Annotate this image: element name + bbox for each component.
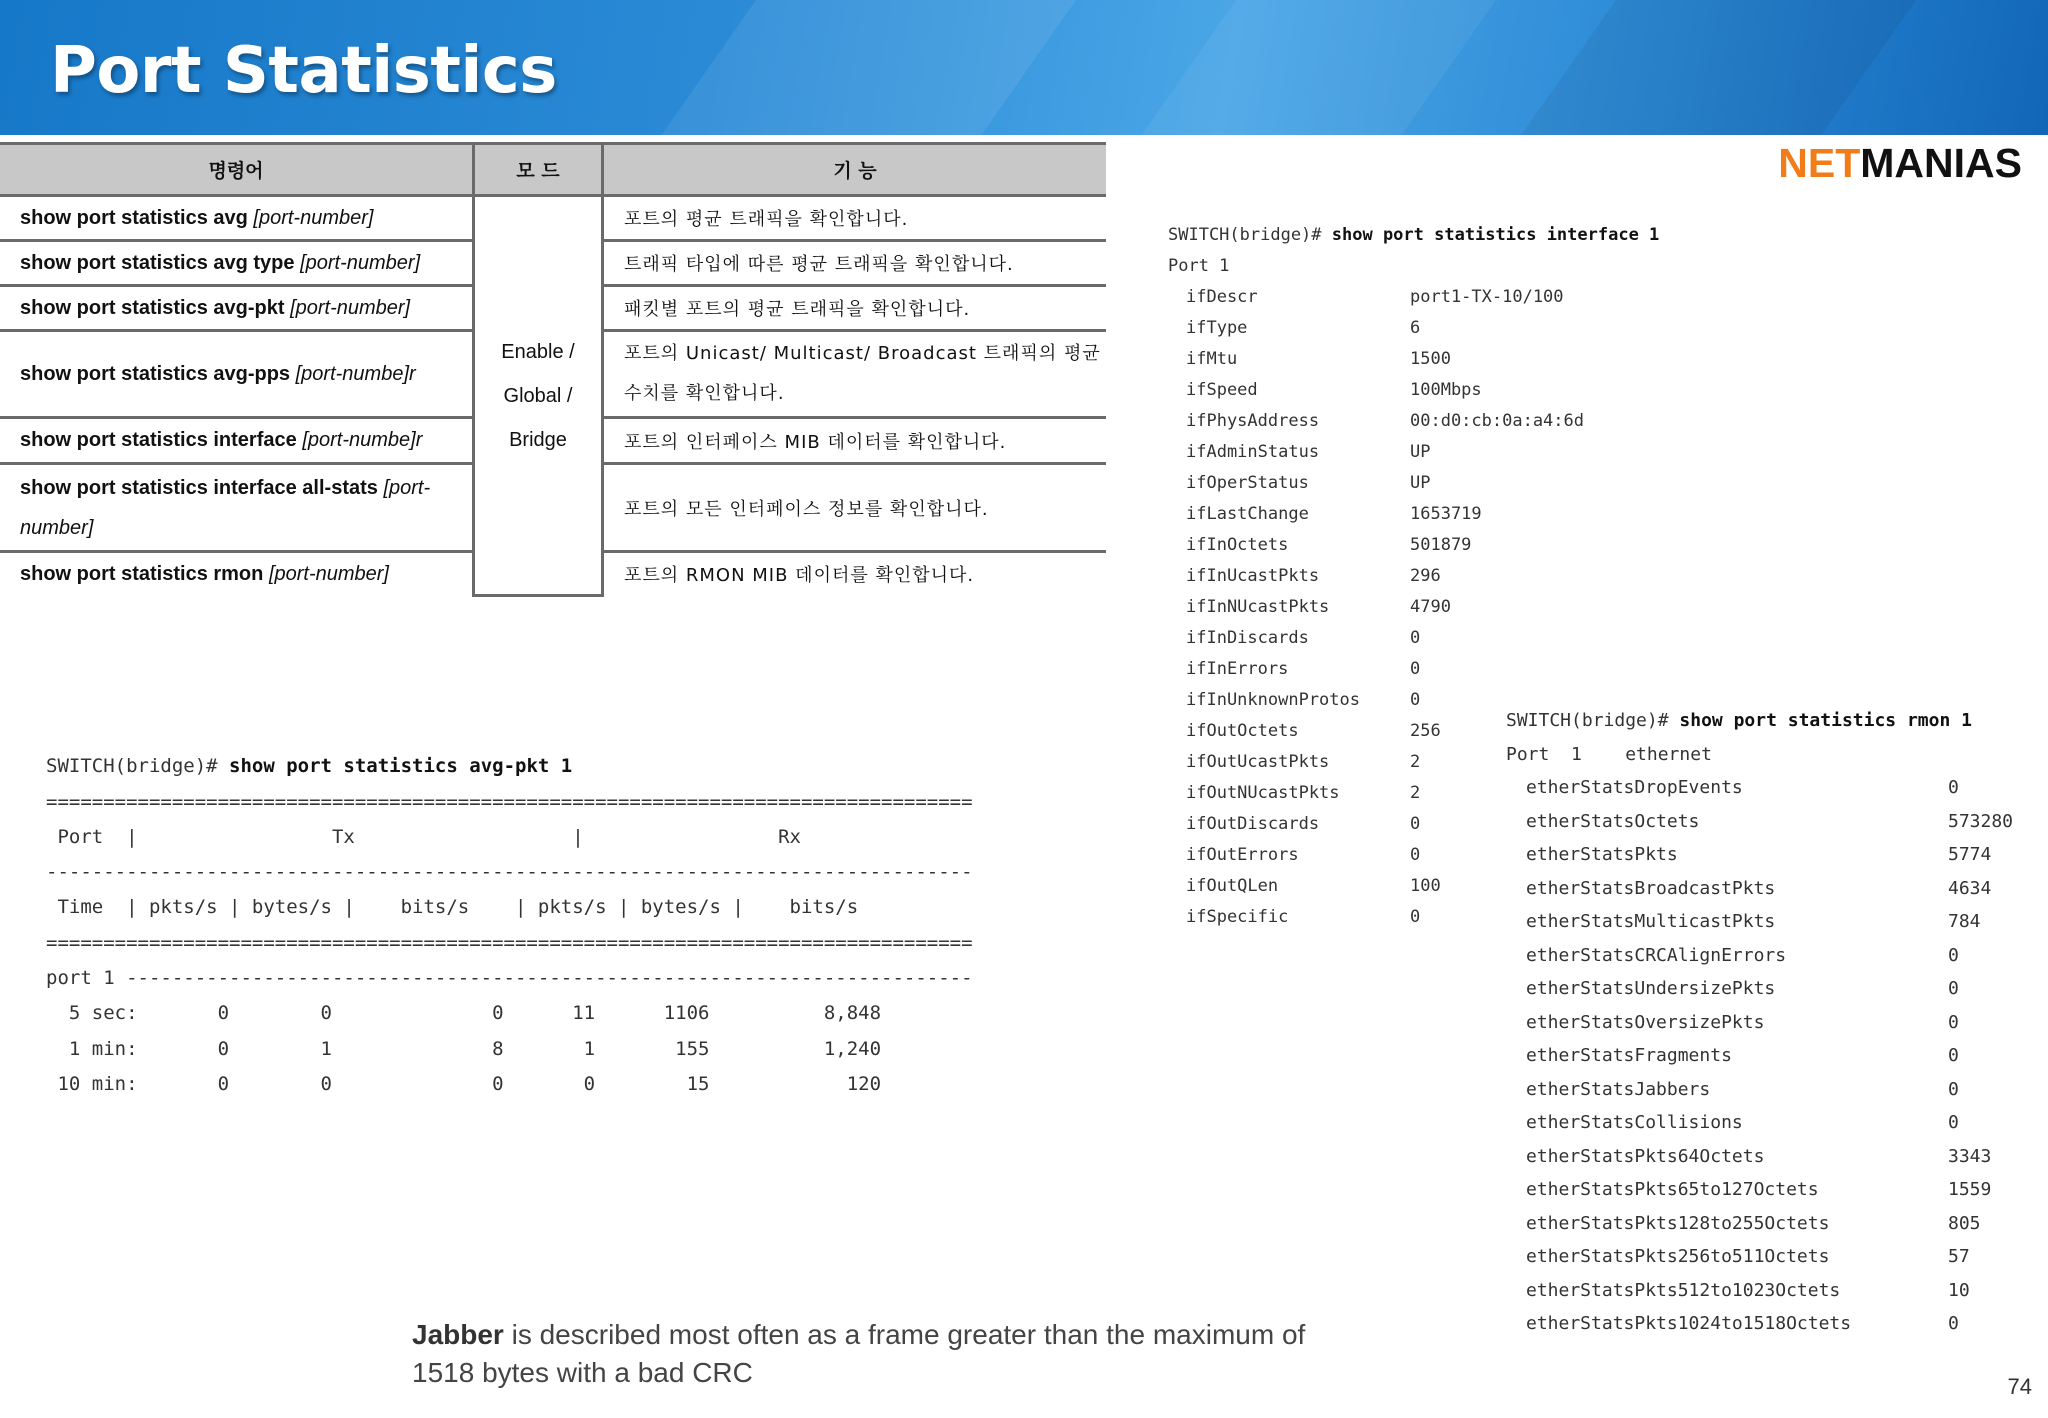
command-cell: [0, 464, 474, 552]
stat-value: 57: [1948, 1246, 1970, 1267]
stat-value: 100: [1410, 876, 1441, 896]
mode-line: Global /: [503, 384, 573, 407]
stat-row: [1168, 406, 1659, 437]
stat-value: UP: [1410, 473, 1431, 493]
stat-key: etherStatsPkts512to1023Octets: [1526, 1279, 1841, 1301]
header-mode: 모 드: [474, 144, 603, 196]
cli-output-line: port 1 --------------------------------------------------------------------------: [46, 967, 973, 990]
stat-key: ifInUcastPkts: [1186, 566, 1320, 586]
stat-value: UP: [1410, 442, 1431, 462]
stat-row: [1506, 872, 2013, 906]
cli-command: show port statistics rmon 1: [1679, 710, 1972, 731]
description-cell: 패킷별 포트의 평균 트래픽을 확인합니다.: [603, 286, 1107, 331]
command-cell: [0, 331, 474, 418]
stat-key: ifInErrors: [1186, 659, 1289, 679]
command-text: show port statistics avg: [20, 206, 248, 229]
stat-value: 2: [1410, 783, 1421, 803]
cli-output-line: =================================================================================: [46, 931, 973, 954]
cli-prompt: SWITCH(bridge)#: [1506, 710, 1680, 731]
stat-value: 3343: [1948, 1145, 1992, 1167]
stat-value: 0: [1410, 814, 1421, 834]
stat-key: ifOutUcastPkts: [1186, 752, 1330, 772]
slide-title: Port Statistics: [50, 34, 557, 108]
stat-key: ifMtu: [1186, 349, 1238, 369]
stat-key: etherStatsPkts: [1526, 844, 1678, 865]
stat-value: 1653719: [1410, 504, 1482, 524]
stat-key: ifInDiscards: [1186, 628, 1309, 648]
avg-pkt-output: [46, 714, 973, 1138]
stat-value: 6: [1410, 318, 1421, 338]
stat-row: [1506, 805, 2013, 839]
command-arg: [port-number]: [300, 251, 421, 274]
stat-row: [1168, 344, 1659, 375]
cli-command-line: [46, 749, 973, 784]
cli-output-line: 5 sec: 0 0 0 11 1106 8,848: [46, 1002, 882, 1025]
cli-output-line: 1 min: 0 1 8 1 155 1,240: [46, 1037, 882, 1060]
command-arg: [port-numbe]r: [295, 362, 416, 385]
cli-command: show port statistics interface 1: [1331, 225, 1660, 245]
stat-value: 256: [1410, 721, 1441, 741]
stat-value: 1559: [1948, 1179, 1992, 1200]
command-arg: [port-number]: [268, 562, 389, 585]
header-command: 명령어: [0, 144, 474, 196]
stat-row: [1506, 1039, 2013, 1073]
command-arg: [port-number]: [253, 206, 374, 229]
cli-prompt: SWITCH(bridge)#: [1168, 225, 1332, 245]
stat-value: 2: [1410, 752, 1421, 772]
cli-command: show port statistics avg-pkt 1: [229, 755, 573, 778]
jabber-note: [412, 1316, 1312, 1392]
stat-value: 0: [1948, 1011, 1959, 1033]
cli-prompt: SWITCH(bridge)#: [46, 755, 230, 778]
netmanias-logo: [1778, 140, 2022, 187]
cli-output-line: =================================================================================: [46, 790, 973, 813]
stat-value: 1500: [1410, 349, 1451, 369]
stat-key: etherStatsPkts128to255Octets: [1526, 1212, 1830, 1234]
stat-value: 805: [1948, 1212, 1981, 1234]
stat-key: etherStatsPkts256to511Octets: [1526, 1246, 1830, 1267]
stat-key: etherStatsBroadcastPkts: [1526, 877, 1776, 899]
port-line: Port 1: [1168, 256, 1230, 276]
description-cell: 포트의 평균 트래픽을 확인합니다.: [603, 196, 1107, 241]
command-arg: [port-number]: [290, 296, 411, 319]
stat-row: [1506, 939, 2013, 973]
stat-key: ifOperStatus: [1186, 473, 1309, 493]
note-text: is described most often as a frame greater than the maximum of 1518 bytes with a bad CRC: [412, 1319, 1306, 1388]
description-cell: 포트의 인터페이스 MIB 데이터를 확인합니다.: [603, 418, 1107, 464]
stat-value: 4790: [1410, 597, 1451, 617]
header-decoration: [1110, 0, 1510, 135]
stat-row: [1168, 654, 1659, 685]
rmon-output: [1506, 704, 2013, 1341]
stat-value: 501879: [1410, 535, 1472, 555]
stat-key: etherStatsCRCAlignErrors: [1526, 944, 1787, 966]
command-cell: [0, 196, 474, 241]
stat-key: ifOutOctets: [1186, 721, 1299, 741]
command-text: show port statistics avg-pps: [20, 362, 291, 385]
cli-output-line: Port | Tx | Rx: [46, 825, 801, 848]
stat-value: 784: [1948, 911, 1981, 932]
stat-row: [1506, 1006, 2013, 1040]
stat-key: etherStatsPkts64Octets: [1526, 1145, 1765, 1167]
slide-header: [0, 0, 2048, 135]
description-cell: 포트의 Unicast/ Multicast/ Broadcast 트래픽의 평균 수치를 확인합니다.: [603, 331, 1107, 418]
logo-net: NET: [1778, 140, 1861, 186]
stat-value: 10: [1948, 1279, 1970, 1301]
cli-output-line: ---------------------------------------------------------------------------------: [46, 861, 973, 884]
stat-value: 100Mbps: [1410, 380, 1482, 400]
stat-key: ifAdminStatus: [1186, 442, 1320, 462]
stat-row: [1168, 375, 1659, 406]
stat-row: [1168, 561, 1659, 592]
stat-row: [1506, 972, 2013, 1006]
stat-key: ifOutDiscards: [1186, 814, 1320, 834]
mode-line: Enable /: [501, 340, 575, 363]
stat-key: etherStatsPkts1024to1518Octets: [1526, 1313, 1852, 1334]
header-decoration: [1490, 0, 1930, 135]
stat-key: ifOutQLen: [1186, 876, 1279, 896]
stat-key: ifOutNUcastPkts: [1186, 783, 1340, 803]
description-cell: 포트의 모든 인터페이스 정보를 확인합니다.: [603, 464, 1107, 552]
stat-key: ifLastChange: [1186, 504, 1309, 524]
cli-command-line: [1168, 220, 1659, 251]
stat-key: ifDescr: [1186, 287, 1258, 307]
command-text: show port statistics rmon: [20, 562, 264, 585]
stat-key: etherStatsOctets: [1526, 810, 1700, 832]
command-cell: [0, 418, 474, 464]
command-text: show port statistics avg type: [20, 251, 295, 274]
stat-value: 0: [1948, 944, 1959, 966]
stat-key: etherStatsPkts65to127Octets: [1526, 1179, 1819, 1200]
stat-value: 00:d0:cb:0a:a4:6d: [1410, 411, 1584, 431]
command-text: show port statistics interface all-stats: [20, 476, 378, 499]
stat-row: [1506, 838, 2013, 872]
command-arg: [port-number]: [20, 476, 431, 539]
description-cell: 트래픽 타입에 따른 평균 트래픽을 확인합니다.: [603, 241, 1107, 286]
stat-row: [1168, 437, 1659, 468]
stat-row: [1506, 1073, 2013, 1107]
stat-key: ifPhysAddress: [1186, 411, 1320, 431]
stat-value: 296: [1410, 566, 1441, 586]
table-header-row: [0, 144, 1106, 196]
stat-key: etherStatsOversizePkts: [1526, 1011, 1765, 1033]
stat-value: 0: [1410, 907, 1421, 927]
stat-key: etherStatsJabbers: [1526, 1078, 1711, 1100]
stat-key: etherStatsMulticastPkts: [1526, 911, 1776, 932]
stat-key: etherStatsFragments: [1526, 1045, 1732, 1066]
stat-value: 0: [1948, 777, 1959, 798]
stat-key: etherStatsUndersizePkts: [1526, 978, 1776, 999]
stat-value: 0: [1948, 1112, 1959, 1133]
command-text: show port statistics interface: [20, 429, 297, 451]
stat-key: ifSpecific: [1186, 907, 1289, 927]
stat-key: ifType: [1186, 318, 1248, 338]
stat-key: ifInNUcastPkts: [1186, 597, 1330, 617]
command-cell: [0, 552, 474, 596]
mode-line: Bridge: [509, 428, 567, 451]
stat-value: 0: [1410, 845, 1421, 865]
stat-row: [1168, 282, 1659, 313]
command-table: [0, 142, 1106, 597]
note-bold: Jabber: [412, 1319, 504, 1350]
stat-value: port1-TX-10/100: [1410, 287, 1564, 307]
cli-output-line: Time | pkts/s | bytes/s | bits/s | pkts/s | bytes/s | bits/s: [46, 896, 859, 919]
stat-row: [1506, 1274, 2013, 1308]
stat-row: [1168, 592, 1659, 623]
stat-row: [1506, 1140, 2013, 1174]
stat-row: [1168, 530, 1659, 561]
stat-value: 0: [1410, 659, 1421, 679]
stat-key: ifInUnknownProtos: [1186, 690, 1360, 710]
port-line: Port 1 ethernet: [1506, 743, 1712, 765]
stat-value: 0: [1948, 1045, 1959, 1066]
stat-row: [1168, 623, 1659, 654]
stat-key: ifOutErrors: [1186, 845, 1299, 865]
stat-value: 0: [1948, 1313, 1959, 1334]
stat-value: 5774: [1948, 844, 1992, 865]
stat-key: ifSpeed: [1186, 380, 1258, 400]
cli-command-line: [1506, 704, 2013, 738]
stat-key: etherStatsCollisions: [1526, 1112, 1743, 1133]
stat-value: 0: [1410, 628, 1421, 648]
stat-row: [1506, 1173, 2013, 1207]
stat-value: 573280: [1948, 810, 2014, 832]
stat-row: [1506, 905, 2013, 939]
stat-row: [1168, 499, 1659, 530]
stat-row: [1168, 468, 1659, 499]
command-cell: [0, 241, 474, 286]
logo-manias: MANIAS: [1860, 140, 2022, 186]
stat-value: 0: [1948, 978, 1959, 999]
stat-value: 0: [1948, 1078, 1959, 1100]
description-cell: 포트의 RMON MIB 데이터를 확인합니다.: [624, 565, 975, 587]
stat-row: [1506, 1106, 2013, 1140]
command-arg: [port-numbe]r: [302, 429, 423, 451]
table-row: [0, 196, 1106, 241]
stat-row: [1506, 1207, 2013, 1241]
command-cell: [0, 286, 474, 331]
stat-row: [1506, 1307, 2013, 1341]
stat-row: [1506, 1240, 2013, 1274]
stat-row: [1506, 771, 2013, 805]
stat-value: 4634: [1948, 877, 1992, 899]
header-decoration: [630, 0, 1090, 135]
command-text: show port statistics avg-pkt: [20, 296, 285, 319]
stat-key: etherStatsDropEvents: [1526, 777, 1743, 798]
mode-cell: [474, 196, 603, 596]
stat-key: ifInOctets: [1186, 535, 1289, 555]
stat-value: 0: [1410, 690, 1421, 710]
header-function: 기 능: [603, 144, 1107, 196]
page-number: 74: [2007, 1374, 2032, 1399]
cli-output-line: 10 min: 0 0 0 0 15 120: [46, 1072, 882, 1095]
stat-row: [1168, 313, 1659, 344]
